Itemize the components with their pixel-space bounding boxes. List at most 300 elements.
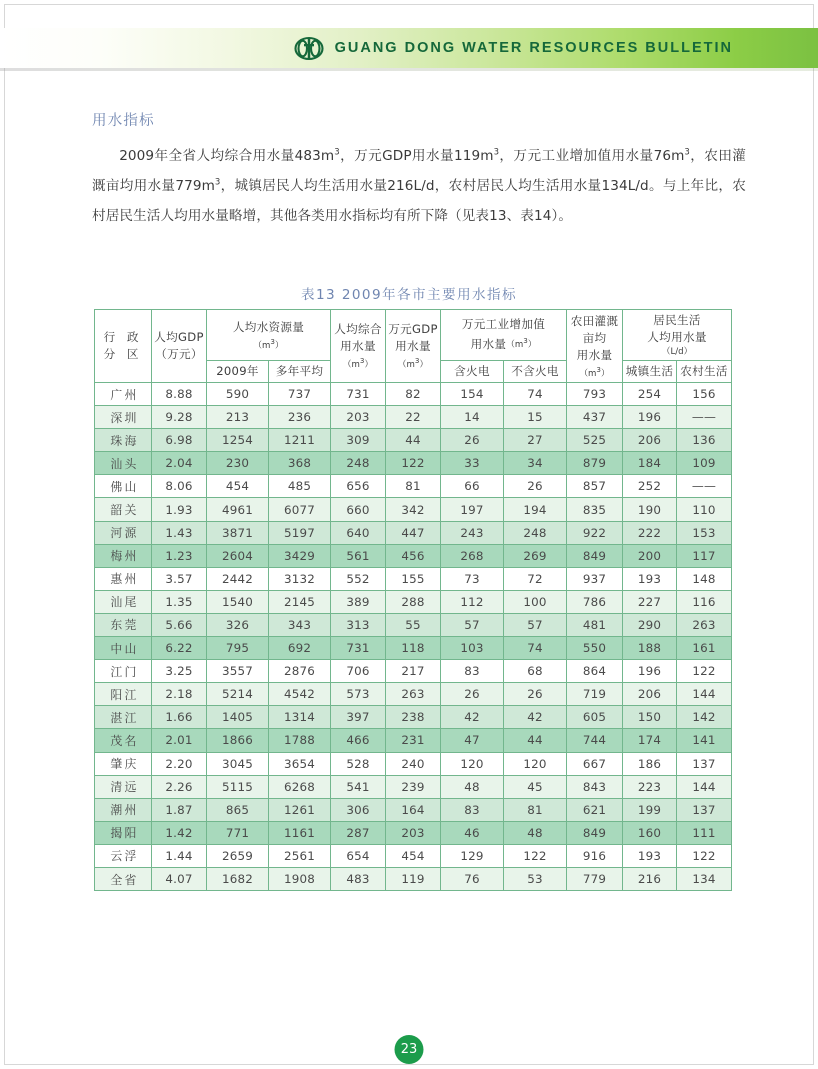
cell-wr2009: 1405 — [207, 706, 269, 729]
cell-rural: 137 — [677, 752, 732, 775]
cell-rural: 156 — [677, 383, 732, 406]
cell-region: 揭阳 — [95, 821, 152, 844]
cell-gdp: 1.93 — [152, 498, 207, 521]
cell-farm: 621 — [567, 798, 623, 821]
cell-ind_without: 68 — [504, 660, 567, 683]
cell-ind_without: 122 — [504, 844, 567, 867]
cell-wr2009: 5115 — [207, 775, 269, 798]
col-header-gdp-water — [386, 310, 441, 383]
cell-ind_with: 73 — [441, 567, 504, 590]
cell-urban: 206 — [623, 683, 677, 706]
cell-ind_without: 248 — [504, 521, 567, 544]
cell-region: 佛山 — [95, 475, 152, 498]
cell-ind_with: 33 — [441, 452, 504, 475]
cell-urban: 206 — [623, 429, 677, 452]
cell-gdp: 2.26 — [152, 775, 207, 798]
cell-wr2009: 590 — [207, 383, 269, 406]
cell-farm: 849 — [567, 821, 623, 844]
cell-wravg: 1314 — [269, 706, 331, 729]
cell-region: 湛江 — [95, 706, 152, 729]
cell-rural: 116 — [677, 590, 732, 613]
cell-farm: 779 — [567, 867, 623, 890]
table-row — [95, 613, 732, 636]
table-row — [95, 798, 732, 821]
cell-gdpw: 119 — [386, 867, 441, 890]
cell-farm: 550 — [567, 637, 623, 660]
cell-region: 阳江 — [95, 683, 152, 706]
cell-rural: 263 — [677, 613, 732, 636]
cell-comp: 313 — [331, 613, 386, 636]
cell-wravg: 1161 — [269, 821, 331, 844]
cell-rural: 134 — [677, 867, 732, 890]
cell-gdp: 1.23 — [152, 544, 207, 567]
cell-ind_without: 57 — [504, 613, 567, 636]
cell-wravg: 2876 — [269, 660, 331, 683]
cell-farm: 525 — [567, 429, 623, 452]
col-header-farm-line3: 用水量 — [576, 347, 613, 362]
cell-farm: 719 — [567, 683, 623, 706]
col-header-comprehensive — [331, 310, 386, 383]
table-caption: 表13 2009年各市主要用水指标 — [301, 287, 517, 303]
col-header-gdpw-line2: 用水量 — [395, 339, 431, 354]
cell-wravg: 1211 — [269, 429, 331, 452]
cell-region: 珠海 — [95, 429, 152, 452]
cell-wr2009: 4961 — [207, 498, 269, 521]
cell-urban: 184 — [623, 452, 677, 475]
cell-urban: 222 — [623, 521, 677, 544]
cell-wr2009: 1682 — [207, 867, 269, 890]
cell-comp: 731 — [331, 383, 386, 406]
cell-farm: 922 — [567, 521, 623, 544]
cell-urban: 216 — [623, 867, 677, 890]
col-header-wr-avg: 多年平均 — [269, 361, 331, 383]
water-indicator-table-wrap — [94, 309, 731, 891]
cell-rural: 148 — [677, 567, 732, 590]
col-header-gdpw-line1: 万元GDP — [388, 322, 438, 337]
brand-title: GUANG DONG WATER RESOURCES BULLETIN — [334, 40, 733, 56]
cell-comp: 483 — [331, 867, 386, 890]
cell-comp: 731 — [331, 637, 386, 660]
table-row — [95, 752, 732, 775]
cell-ind_with: 83 — [441, 660, 504, 683]
header-row-1 — [95, 310, 732, 361]
cell-wr2009: 213 — [207, 406, 269, 429]
water-indicator-table — [94, 309, 732, 891]
cell-region: 茂名 — [95, 729, 152, 752]
cell-ind_with: 268 — [441, 544, 504, 567]
cell-wravg: 6077 — [269, 498, 331, 521]
cell-gdpw: 122 — [386, 452, 441, 475]
cell-gdp: 2.04 — [152, 452, 207, 475]
cell-rural: 144 — [677, 683, 732, 706]
cell-wravg: 343 — [269, 613, 331, 636]
cell-wravg: 3429 — [269, 544, 331, 567]
col-header-with-thermal: 含火电 — [441, 361, 504, 383]
cell-wr2009: 865 — [207, 798, 269, 821]
para-part-5: ，城镇居民人均生活用水量216L/d，农村居民人均生活用水量134L/d。与上年比，农村居民生活人均用水量略增，其他各类用水指标均有所下降（见表13、表14）。 — [92, 178, 746, 224]
cell-gdp: 6.98 — [152, 429, 207, 452]
cell-ind_without: 81 — [504, 798, 567, 821]
cell-ind_with: 112 — [441, 590, 504, 613]
cell-gdpw: 55 — [386, 613, 441, 636]
cell-farm: 744 — [567, 729, 623, 752]
cell-ind_with: 26 — [441, 683, 504, 706]
table-row — [95, 683, 732, 706]
cell-wr2009: 3557 — [207, 660, 269, 683]
cell-urban: 188 — [623, 637, 677, 660]
col-header-region — [95, 310, 152, 383]
cell-ind_without: 194 — [504, 498, 567, 521]
col-header-wr-label: 人均水资源量 — [232, 319, 305, 334]
table-row — [95, 844, 732, 867]
cell-wr2009: 2604 — [207, 544, 269, 567]
cell-comp: 541 — [331, 775, 386, 798]
cell-ind_with: 46 — [441, 821, 504, 844]
cell-wravg: 5197 — [269, 521, 331, 544]
col-header-region-line1: 行 政 — [103, 330, 143, 344]
cell-farm: 857 — [567, 475, 623, 498]
cell-gdpw: 342 — [386, 498, 441, 521]
cell-ind_without: 27 — [504, 429, 567, 452]
col-header-comp-line1: 人均综合 — [334, 322, 382, 337]
cell-rural: 111 — [677, 821, 732, 844]
cell-wr2009: 454 — [207, 475, 269, 498]
col-header-wr-unit: $(m^3)$ — [253, 336, 284, 351]
cell-region: 广州 — [95, 383, 152, 406]
cell-farm: 864 — [567, 660, 623, 683]
cell-region: 梅州 — [95, 544, 152, 567]
cell-urban: 193 — [623, 844, 677, 867]
cell-ind_without: 48 — [504, 821, 567, 844]
cell-ind_with: 103 — [441, 637, 504, 660]
cell-region: 中山 — [95, 637, 152, 660]
cell-wravg: 692 — [269, 637, 331, 660]
cell-ind_with: 243 — [441, 521, 504, 544]
cell-wravg: 3654 — [269, 752, 331, 775]
cell-rural: 161 — [677, 637, 732, 660]
cell-ind_without: 120 — [504, 752, 567, 775]
table-row — [95, 729, 732, 752]
para-sup-2: 3 — [493, 147, 500, 158]
table-row — [95, 498, 732, 521]
cell-comp: 528 — [331, 752, 386, 775]
brand — [294, 36, 733, 61]
cell-gdpw: 238 — [386, 706, 441, 729]
cell-wravg: 2145 — [269, 590, 331, 613]
cell-ind_with: 76 — [441, 867, 504, 890]
cell-gdp: 6.22 — [152, 637, 207, 660]
col-header-urban: 城镇生活 — [623, 361, 677, 383]
table-row — [95, 475, 732, 498]
table-row — [95, 637, 732, 660]
cell-wravg: 4542 — [269, 683, 331, 706]
col-header-wr-2009: 2009年 — [207, 361, 269, 383]
cell-comp: 287 — [331, 821, 386, 844]
col-header-gdpw-unit: $(m^3)$ — [397, 356, 429, 370]
cell-gdpw: 456 — [386, 544, 441, 567]
cell-region: 韶关 — [95, 498, 152, 521]
col-header-gdp-label: 人均GDP — [154, 330, 204, 344]
cell-farm: 937 — [567, 567, 623, 590]
cell-region: 东莞 — [95, 613, 152, 636]
cell-ind_without: 34 — [504, 452, 567, 475]
cell-rural: 137 — [677, 798, 732, 821]
cell-wravg: 485 — [269, 475, 331, 498]
cell-wr2009: 3045 — [207, 752, 269, 775]
cell-gdpw: 288 — [386, 590, 441, 613]
cell-comp: 248 — [331, 452, 386, 475]
col-header-ind-unit: $(m^3)$ — [506, 336, 537, 351]
cell-wravg: 1261 — [269, 798, 331, 821]
cell-wr2009: 1540 — [207, 590, 269, 613]
cell-region: 肇庆 — [95, 752, 152, 775]
cell-urban: 196 — [623, 660, 677, 683]
cell-wr2009: 771 — [207, 821, 269, 844]
cell-gdpw: 263 — [386, 683, 441, 706]
cell-urban: 227 — [623, 590, 677, 613]
para-sup-3: 3 — [684, 147, 690, 158]
cell-ind_without: 74 — [504, 383, 567, 406]
table-row — [95, 452, 732, 475]
cell-comp: 466 — [331, 729, 386, 752]
cell-gdpw: 447 — [386, 521, 441, 544]
para-part-3: ，万元工业增加值用水量76m — [499, 148, 685, 164]
table-row — [95, 775, 732, 798]
page-number-badge: 23 — [395, 1035, 424, 1064]
col-header-comp-line2: 用水量 — [340, 339, 376, 354]
cell-ind_without: 44 — [504, 729, 567, 752]
cell-gdpw: 164 — [386, 798, 441, 821]
cell-comp: 309 — [331, 429, 386, 452]
cell-wravg: 236 — [269, 406, 331, 429]
cell-gdp: 2.20 — [152, 752, 207, 775]
cell-wr2009: 1866 — [207, 729, 269, 752]
cell-rural: 141 — [677, 729, 732, 752]
cell-urban: 150 — [623, 706, 677, 729]
cell-ind_with: 66 — [441, 475, 504, 498]
cell-farm: 879 — [567, 452, 623, 475]
para-part-2: ，万元GDP用水量119m — [339, 148, 494, 164]
cell-wr2009: 2442 — [207, 567, 269, 590]
para-part-1: 2009年全省人均综合用水量483m — [119, 148, 335, 164]
cell-ind_with: 26 — [441, 429, 504, 452]
cell-ind_with: 57 — [441, 613, 504, 636]
table-row — [95, 706, 732, 729]
table-row — [95, 544, 732, 567]
cell-rural: 136 — [677, 429, 732, 452]
cell-farm: 849 — [567, 544, 623, 567]
col-header-water-resource — [207, 310, 331, 361]
cell-gdpw: 203 — [386, 821, 441, 844]
header-divider — [0, 68, 818, 71]
cell-comp: 573 — [331, 683, 386, 706]
cell-urban: 193 — [623, 567, 677, 590]
cell-wravg: 368 — [269, 452, 331, 475]
cell-gdpw: 22 — [386, 406, 441, 429]
cell-wravg: 2561 — [269, 844, 331, 867]
cell-rural: 122 — [677, 844, 732, 867]
cell-gdpw: 240 — [386, 752, 441, 775]
col-header-gdp-per-capita — [152, 310, 207, 383]
cell-urban: 223 — [623, 775, 677, 798]
cell-gdp: 1.35 — [152, 590, 207, 613]
cell-gdp: 9.28 — [152, 406, 207, 429]
cell-region: 潮州 — [95, 798, 152, 821]
cell-region: 深圳 — [95, 406, 152, 429]
cell-comp: 306 — [331, 798, 386, 821]
cell-ind_without: 15 — [504, 406, 567, 429]
cell-wr2009: 2659 — [207, 844, 269, 867]
cell-ind_without: 53 — [504, 867, 567, 890]
cell-comp: 561 — [331, 544, 386, 567]
col-header-region-line2: 分 区 — [103, 347, 143, 361]
cell-gdp: 2.01 — [152, 729, 207, 752]
cell-farm: 605 — [567, 706, 623, 729]
cell-rural: 110 — [677, 498, 732, 521]
cell-comp: 660 — [331, 498, 386, 521]
cell-region: 河源 — [95, 521, 152, 544]
cell-wravg: 3132 — [269, 567, 331, 590]
cell-ind_without: 26 — [504, 475, 567, 498]
cell-region: 云浮 — [95, 844, 152, 867]
cell-gdpw: 44 — [386, 429, 441, 452]
cell-wr2009: 795 — [207, 637, 269, 660]
cell-urban: 199 — [623, 798, 677, 821]
col-header-residential — [623, 310, 732, 361]
cell-rural: 153 — [677, 521, 732, 544]
section-heading: 用水指标 — [92, 113, 155, 129]
cell-gdp: 1.42 — [152, 821, 207, 844]
cell-gdpw: 118 — [386, 637, 441, 660]
col-header-res-line2: 人均用水量 — [647, 330, 707, 344]
cell-region: 清远 — [95, 775, 152, 798]
cell-comp: 654 — [331, 844, 386, 867]
cell-urban: 160 — [623, 821, 677, 844]
col-header-comp-unit: $(m^3)$ — [342, 356, 374, 370]
cell-wr2009: 5214 — [207, 683, 269, 706]
cell-rural: 144 — [677, 775, 732, 798]
col-header-res-unit: （L/d） — [661, 347, 693, 357]
cell-ind_with: 83 — [441, 798, 504, 821]
table-row — [95, 406, 732, 429]
cell-gdp: 2.18 — [152, 683, 207, 706]
cell-rural: —— — [677, 406, 732, 429]
cell-ind_without: 72 — [504, 567, 567, 590]
col-header-industry — [441, 310, 567, 361]
cell-farm: 843 — [567, 775, 623, 798]
cell-rural: 142 — [677, 706, 732, 729]
water-bureau-emblem-icon — [294, 36, 324, 61]
cell-wr2009: 230 — [207, 452, 269, 475]
body-paragraph — [92, 141, 746, 231]
table-row — [95, 567, 732, 590]
col-header-gdp-unit: （万元） — [155, 347, 203, 361]
cell-gdpw: 454 — [386, 844, 441, 867]
cell-ind_with: 197 — [441, 498, 504, 521]
table-row — [95, 867, 732, 890]
cell-rural: —— — [677, 475, 732, 498]
table-row — [95, 429, 732, 452]
cell-rural: 122 — [677, 660, 732, 683]
cell-ind_without: 74 — [504, 637, 567, 660]
cell-gdp: 1.44 — [152, 844, 207, 867]
cell-ind_with: 48 — [441, 775, 504, 798]
cell-ind_with: 154 — [441, 383, 504, 406]
cell-ind_with: 120 — [441, 752, 504, 775]
cell-gdp: 1.43 — [152, 521, 207, 544]
col-header-rural: 农村生活 — [677, 361, 732, 383]
table-row — [95, 590, 732, 613]
cell-farm: 786 — [567, 590, 623, 613]
cell-ind_without: 45 — [504, 775, 567, 798]
cell-urban: 190 — [623, 498, 677, 521]
cell-region: 江门 — [95, 660, 152, 683]
cell-ind_with: 47 — [441, 729, 504, 752]
cell-gdp: 8.88 — [152, 383, 207, 406]
cell-comp: 203 — [331, 406, 386, 429]
cell-wravg: 6268 — [269, 775, 331, 798]
cell-wravg: 737 — [269, 383, 331, 406]
cell-rural: 117 — [677, 544, 732, 567]
cell-gdpw: 155 — [386, 567, 441, 590]
cell-gdpw: 81 — [386, 475, 441, 498]
cell-comp: 397 — [331, 706, 386, 729]
cell-wr2009: 3871 — [207, 521, 269, 544]
cell-wr2009: 1254 — [207, 429, 269, 452]
cell-ind_without: 42 — [504, 706, 567, 729]
cell-farm: 793 — [567, 383, 623, 406]
cell-gdp: 3.25 — [152, 660, 207, 683]
para-sup-1: 3 — [334, 147, 340, 158]
cell-gdpw: 231 — [386, 729, 441, 752]
cell-gdp: 1.87 — [152, 798, 207, 821]
table-row — [95, 660, 732, 683]
cell-comp: 389 — [331, 590, 386, 613]
cell-gdp: 4.07 — [152, 867, 207, 890]
col-header-farm-line2: 亩均 — [582, 330, 607, 345]
cell-farm: 916 — [567, 844, 623, 867]
table-row — [95, 383, 732, 406]
cell-gdpw: 217 — [386, 660, 441, 683]
cell-urban: 200 — [623, 544, 677, 567]
table-body — [95, 383, 732, 891]
cell-farm: 437 — [567, 406, 623, 429]
table-row — [95, 821, 732, 844]
col-header-farm-line1: 农田灌溉 — [570, 313, 619, 328]
cell-urban: 186 — [623, 752, 677, 775]
cell-ind_with: 42 — [441, 706, 504, 729]
cell-farm: 667 — [567, 752, 623, 775]
cell-urban: 252 — [623, 475, 677, 498]
cell-wravg: 1908 — [269, 867, 331, 890]
cell-ind_with: 14 — [441, 406, 504, 429]
table-header — [95, 310, 732, 383]
col-header-farm-unit: $(m^3)$ — [579, 364, 610, 379]
col-header-farmland — [567, 310, 623, 383]
cell-ind_without: 26 — [504, 683, 567, 706]
cell-region: 汕尾 — [95, 590, 152, 613]
cell-comp: 552 — [331, 567, 386, 590]
cell-gdp: 3.57 — [152, 567, 207, 590]
cell-region: 全省 — [95, 867, 152, 890]
col-header-ind-line1: 万元工业增加值 — [461, 316, 546, 331]
cell-ind_without: 269 — [504, 544, 567, 567]
cell-rural: 109 — [677, 452, 732, 475]
page-header-band — [0, 28, 818, 68]
cell-farm: 835 — [567, 498, 623, 521]
cell-urban: 254 — [623, 383, 677, 406]
para-part-4: ，农田灌溉亩均用水量779m — [92, 148, 746, 194]
